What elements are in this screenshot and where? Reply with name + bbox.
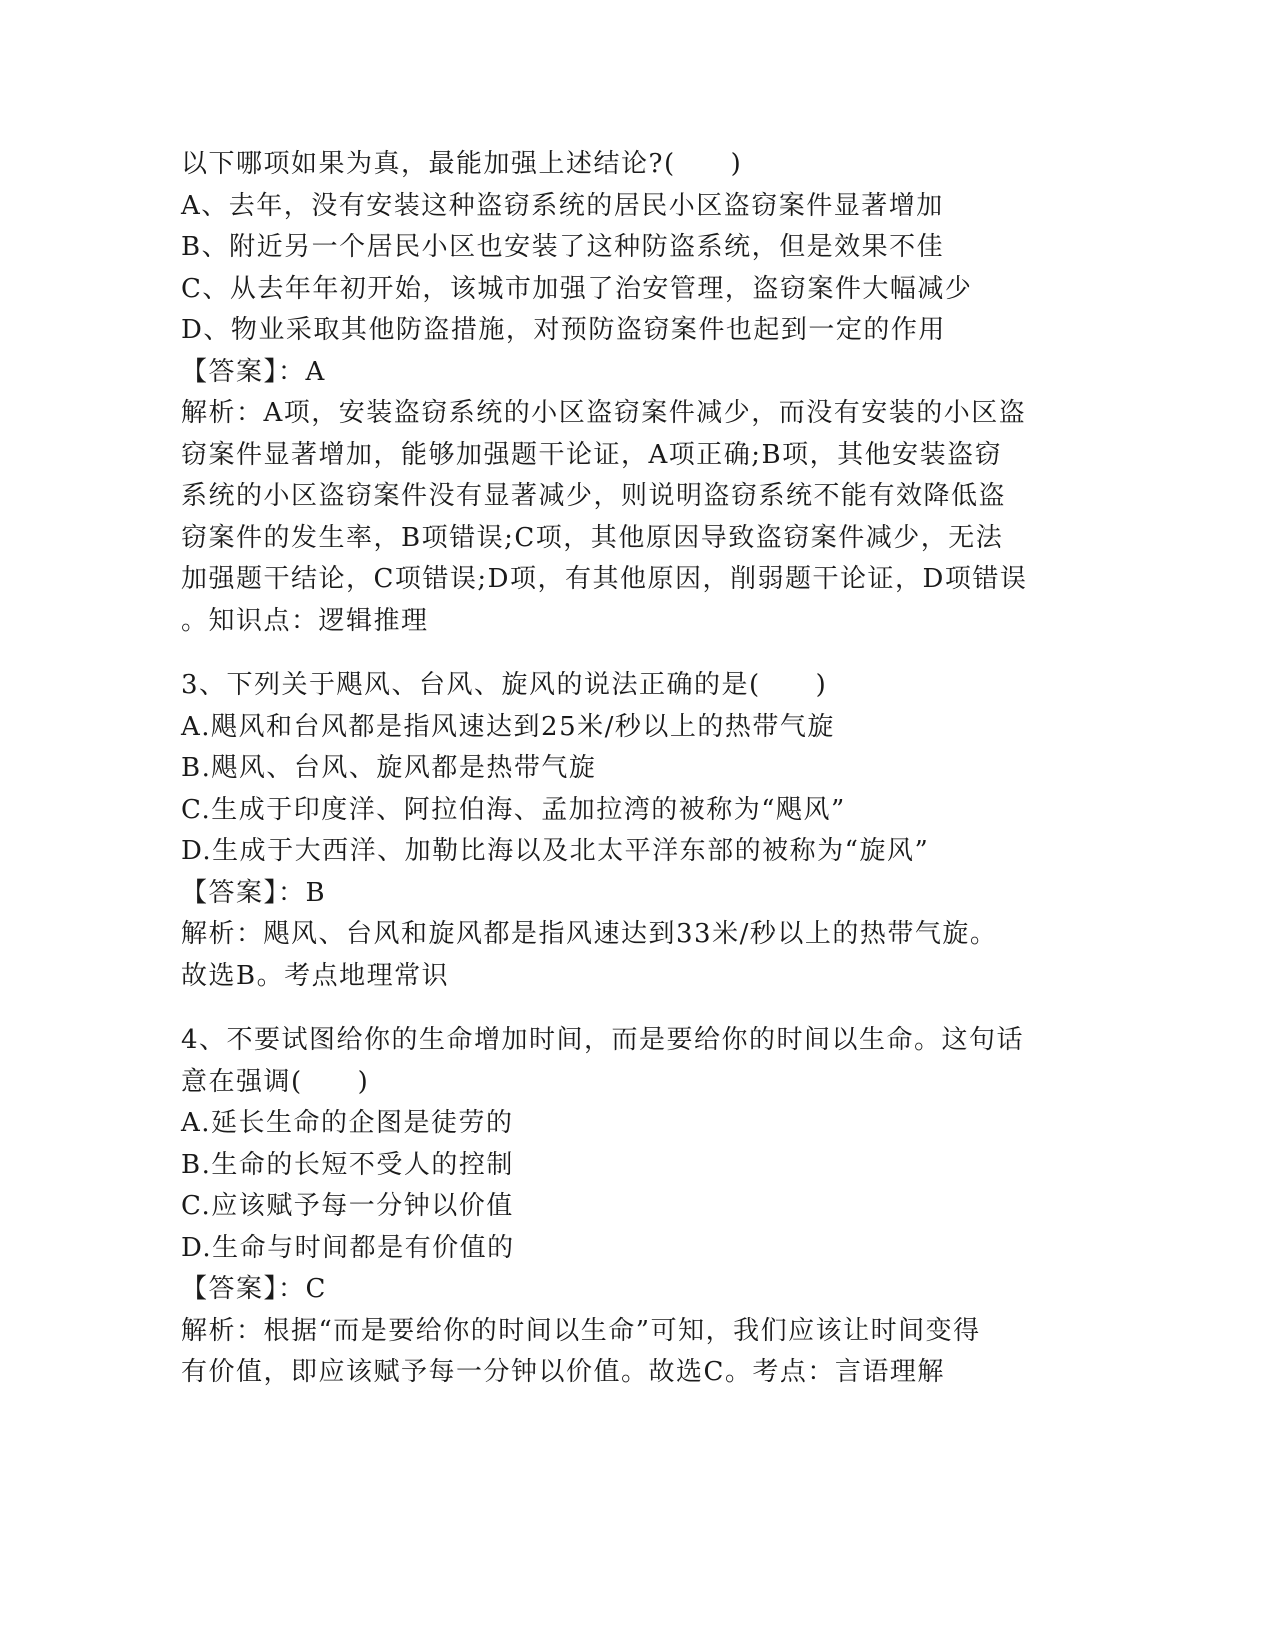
question-2-explanation-line: 窃案件显著增加，能够加强题干论证，A项正确;B项，其他安装盗窃 <box>181 439 1003 470</box>
question-3-explanation-line: 解析：飓风、台风和旋风都是指风速达到33米/秒以上的热带气旋。 <box>181 919 998 949</box>
question-4-option-c: C.应该赋予每一分钟以价值 <box>181 1191 514 1221</box>
question-3-stem: 3、下列关于飓风、台风、旋风的说法正确的是( ) <box>181 670 828 700</box>
section-spacer <box>181 997 1061 1020</box>
question-3-option-c: C.生成于印度洋、阿拉伯海、孟加拉湾的被称为“飓风” <box>181 794 846 825</box>
question-2-explanation-line: 加强题干结论，C项错误;D项，有其他原因，削弱题干论证，D项错误 <box>181 564 1028 594</box>
question-4-stem-line: 意在强调( ) <box>181 1066 370 1097</box>
question-2-section <box>181 144 1061 642</box>
question-3-answer: 【答案】：B <box>181 877 327 908</box>
question-4-explanation-line: 有价值，即应该赋予每一分钟以价值。故选C。考点：言语理解 <box>181 1357 945 1387</box>
question-2-option-a: A、去年，没有安装这种盗窃系统的居民小区盗窃案件显著增加 <box>181 190 944 221</box>
question-3-option-b: B.飓风、台风、旋风都是热带气旋 <box>181 753 597 783</box>
question-4-stem-line: 4、不要试图给你的生命增加时间，而是要给你的时间以生命。这句话 <box>181 1025 1025 1055</box>
document-body <box>181 144 1061 1394</box>
question-4-option-a: A.延长生命的企图是徒劳的 <box>181 1108 514 1138</box>
question-2-stem: 以下哪项如果为真，最能加强上述结论?( ) <box>181 149 743 179</box>
section-spacer <box>181 642 1061 665</box>
question-4-section <box>181 1020 1061 1394</box>
question-3-section <box>181 665 1061 997</box>
question-4-explanation-line: 解析：根据“而是要给你的时间以生命”可知，我们应该让时间变得 <box>181 1315 981 1346</box>
question-2-explanation-line: 。知识点：逻辑推理 <box>181 605 429 636</box>
question-2-explanation-line: 系统的小区盗窃案件没有显著减少，则说明盗窃系统不能有效降低盗 <box>181 481 1007 511</box>
question-4-answer: 【答案】：C <box>181 1274 327 1304</box>
question-4-option-d: D.生命与时间都是有价值的 <box>181 1232 515 1263</box>
question-4-option-b: B.生命的长短不受人的控制 <box>181 1149 514 1180</box>
question-3-option-d: D.生成于大西洋、加勒比海以及北太平洋东部的被称为“旋风” <box>181 836 930 866</box>
question-2-option-b: B、附近另一个居民小区也安装了这种防盗系统，但是效果不佳 <box>181 232 945 262</box>
question-2-explanation-line: 窃案件的发生率，B项错误;C项，其他原因导致盗窃案件减少，无法 <box>181 522 1004 553</box>
question-2-option-d: D、物业采取其他防盗措施，对预防盗窃案件也起到一定的作用 <box>181 315 946 345</box>
question-3-explanation-line: 故选B。考点地理常识 <box>181 960 450 991</box>
question-2-explanation-line: 解析：A项，安装盗窃系统的小区盗窃案件减少，而没有安装的小区盗 <box>181 398 1027 428</box>
question-2-option-c: C、从去年年初开始，该城市加强了治安管理，盗窃案件大幅减少 <box>181 273 973 304</box>
question-2-answer: 【答案】：A <box>181 356 326 387</box>
question-3-option-a: A.飓风和台风都是指风速达到25米/秒以上的热带气旋 <box>181 711 835 742</box>
